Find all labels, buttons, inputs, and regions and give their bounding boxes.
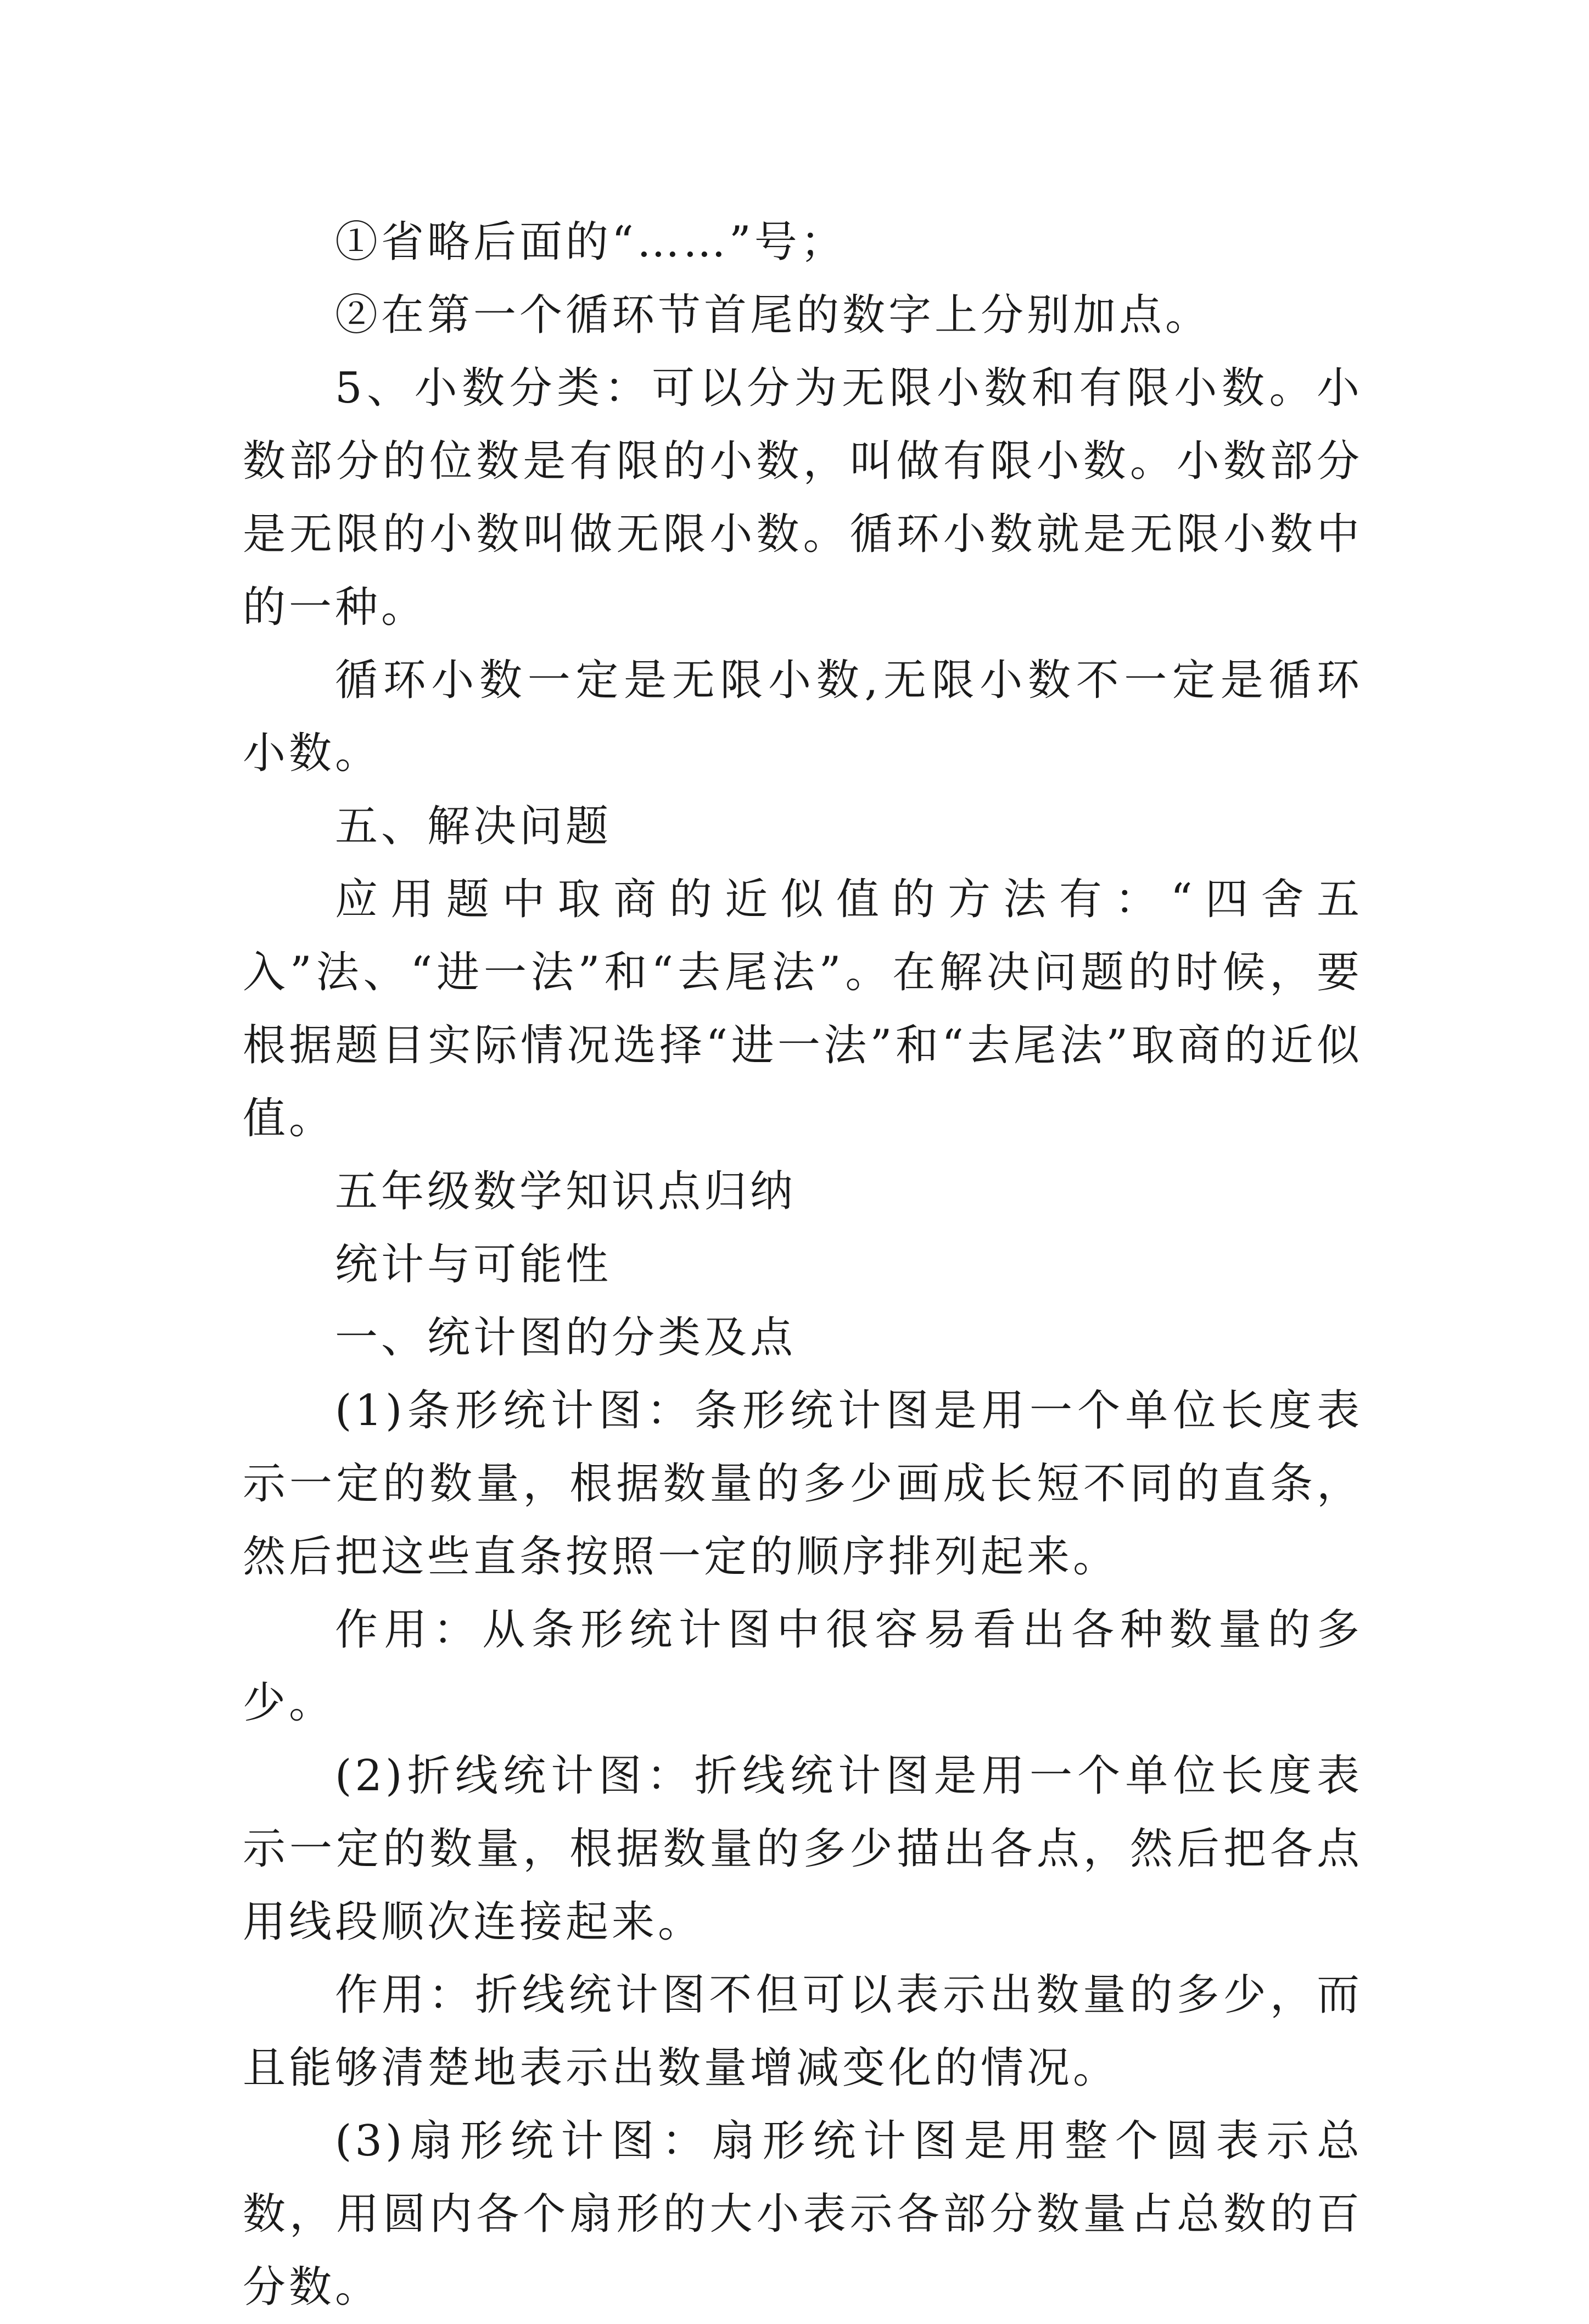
paragraph-pie-chart: (3)扇形统计图：扇形统计图是用整个圆表示总数，用圆内各个扇形的大小表示各部分数量占总数的百分数。 — [243, 2116, 1363, 2312]
document-title: 五年级数学知识点归纳 — [335, 1167, 797, 1216]
chapter-heading-statistics: 统计与可能性 — [335, 1240, 612, 1289]
paragraph-line-chart: (2)折线统计图：折线统计图是用一个单位长度表示一定的数量，根据数量的多少描出各点，然后把各点用线段顺次连接起来。 — [243, 1751, 1363, 1947]
section-heading-problem-solving: 五、解决问题 — [335, 802, 612, 851]
document-body — [243, 206, 1363, 2324]
list-item-dot-marking: ②在第一个循环节首尾的数字上分别加点。 — [335, 290, 1212, 340]
paragraph-repeating-decimal-note: 循环小数一定是无限小数,无限小数不一定是循环小数。 — [243, 656, 1363, 778]
paragraph-line-chart-purpose: 作用：折线统计图不但可以表示出数量的多少，而且能够清楚地表示出数量增减变化的情况。 — [243, 1970, 1363, 2093]
list-item-omit-ellipsis: ①省略后面的“……”号； — [335, 217, 847, 267]
paragraph-decimal-classification: 5、小数分类：可以分为无限小数和有限小数。小数部分的位数是有限的小数，叫做有限小数。小数部分是无限的小数叫做无限小数。循环小数就是无限小数中的一种。 — [243, 364, 1363, 632]
section-heading-chart-types: 一、统计图的分类及点 — [335, 1313, 797, 1362]
paragraph-bar-chart-purpose: 作用：从条形统计图中很容易看出各种数量的多少。 — [243, 1605, 1363, 1728]
paragraph-bar-chart: (1)条形统计图：条形统计图是用一个单位长度表示一定的数量，根据数量的多少画成长短不同的直条，然后把这些直条按照一定的顺序排列起来。 — [243, 1386, 1363, 1582]
paragraph-approximation-methods: 应用题中取商的近似值的方法有：“四舍五入”法、“进一法”和“去尾法”。在解决问题的时候，要根据题目实际情况选择“进一法”和“去尾法”取商的近似值。 — [243, 875, 1363, 1143]
